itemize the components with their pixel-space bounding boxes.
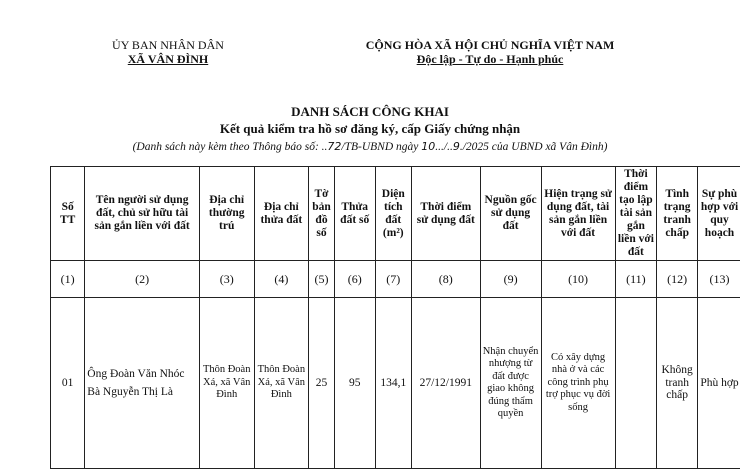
index-cell: (9) xyxy=(480,261,541,298)
index-cell: (6) xyxy=(334,261,375,298)
public-list-table xyxy=(50,166,740,469)
notice-month-handwritten: 9 xyxy=(453,140,460,153)
cell-asset-date xyxy=(615,298,657,469)
cell-area: 134,1 xyxy=(375,298,411,469)
index-cell: (10) xyxy=(541,261,615,298)
index-cell: (3) xyxy=(199,261,254,298)
document-subtitle: Kết quả kiểm tra hồ sơ đăng ký, cấp Giấy chứng nhận xyxy=(0,121,740,137)
index-cell: (12) xyxy=(657,261,698,298)
index-cell: (8) xyxy=(411,261,480,298)
document-reference xyxy=(0,140,740,153)
table-row xyxy=(51,298,740,469)
header-cell-parcel-address: Địa chỉ thửa đất xyxy=(254,167,309,261)
index-cell: (4) xyxy=(254,261,309,298)
owner-name-2: Bà Nguyễn Thị Là xyxy=(87,386,197,399)
header-cell-map-sheet: Tờ bản đồ số xyxy=(309,167,335,261)
header-cell-planning: Sự phù hợp với quy hoạch xyxy=(698,167,740,261)
index-cell: (2) xyxy=(85,261,200,298)
header-cell-parcel-no: Thửa đất số xyxy=(334,167,375,261)
header-cell-dispute: Tình trạng tranh chấp xyxy=(657,167,698,261)
authority-line-1: ỦY BAN NHÂN DÂN xyxy=(98,38,238,52)
cell-planning: Phù hợp xyxy=(698,298,740,469)
notice-day-handwritten: 10 xyxy=(421,140,435,153)
index-cell: (11) xyxy=(615,261,657,298)
notice-number: ..72 xyxy=(322,141,342,153)
cell-residence: Thôn Đoàn Xá, xã Vân Đình xyxy=(199,298,254,469)
header-cell-origin: Nguồn gốc sử dụng đất xyxy=(480,167,541,261)
index-cell: (1) xyxy=(51,261,85,298)
owner-name-1: Ông Đoàn Văn Nhóc xyxy=(87,368,197,381)
motto-line-2: Độc lập - Tự do - Hạnh phúc xyxy=(330,52,650,66)
header-cell-area: Diện tích đất (m²) xyxy=(375,167,411,261)
header-cell-use-date: Thời điểm sử dụng đất xyxy=(411,167,480,261)
authority-line-2: XÃ VÂN ĐÌNH xyxy=(98,52,238,66)
index-cell: (13) xyxy=(698,261,740,298)
cell-origin: Nhận chuyển nhượng từ đất được giao không đúng thẩm quyền xyxy=(480,298,541,469)
header-cell-owner: Tên người sử dụng đất, chủ sử hữu tài sản gắn liền với đất xyxy=(85,167,200,261)
reference-suffix: /2025 của UBND xã Vân Đình) xyxy=(463,141,608,153)
table-header-row xyxy=(51,167,740,261)
reference-mid-2: / xyxy=(444,141,447,153)
header-cell-current-status: Hiện trạng sử dụng đất, tài sản gắn liền với đất xyxy=(541,167,615,261)
column-index-row xyxy=(51,261,740,298)
header-cell-stt: Số TT xyxy=(51,167,85,261)
notice-month: ..9. xyxy=(447,141,463,153)
cell-dispute: Không tranh chấp xyxy=(657,298,698,469)
cell-stt: 01 xyxy=(51,298,85,469)
notice-day: 10... xyxy=(421,141,444,153)
cell-owner xyxy=(85,298,200,469)
index-cell: (5) xyxy=(309,261,335,298)
motto-line-1: CỘNG HÒA XÃ HỘI CHỦ NGHĨA VIỆT NAM xyxy=(330,38,650,52)
issuing-authority xyxy=(98,38,238,66)
index-cell: (7) xyxy=(375,261,411,298)
cell-parcel-no: 95 xyxy=(334,298,375,469)
cell-use-date: 27/12/1991 xyxy=(411,298,480,469)
reference-mid-1: /TB-UBND ngày xyxy=(341,141,421,153)
header-cell-asset-date: Thời điểm tạo lập tài sản gắn liền với đất xyxy=(615,167,657,261)
national-motto xyxy=(330,38,650,66)
header-cell-residence: Địa chỉ thường trú xyxy=(199,167,254,261)
cell-parcel-address: Thôn Đoàn Xá, xã Vân Đình xyxy=(254,298,309,469)
notice-number-handwritten: 72 xyxy=(327,140,341,153)
cell-current-status: Có xây dựng nhà ở và các công trình phụ trợ phục vụ đời sống xyxy=(541,298,615,469)
reference-prefix: (Danh sách này kèm theo Thông báo số: xyxy=(133,141,322,153)
cell-map-sheet: 25 xyxy=(309,298,335,469)
document-title: DANH SÁCH CÔNG KHAI xyxy=(0,104,740,120)
